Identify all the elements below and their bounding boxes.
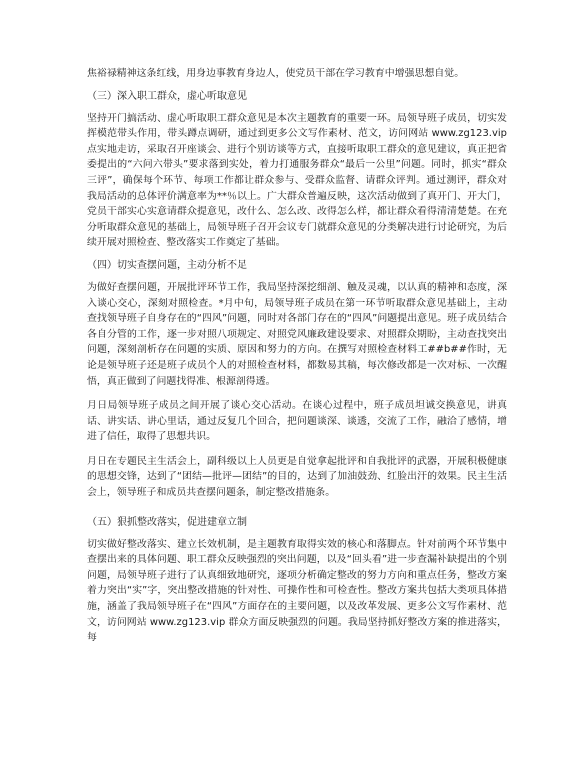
spacer bbox=[87, 501, 507, 515]
spacer bbox=[87, 530, 507, 537]
paragraph-section-4-a: 为做好查摆问题，开展批评环节工作，我局坚持深挖细剖、触及灵魂，以认真的精神和态度，深入谈心交心，深刻对照检查。*月中旬，局领导班子成员在第一环节听取群众意见基础上，主动查找领导班子自身存在的“四风”问题，同时对各部门存在的“四风”问题提出意见。班子成员结合各自分管的工作，逐一步对照八项规定、对照党风廉政建设要求、对照群众期盼，主动查找突出问题，深刻剖析存在问题的实质、原因和努力的方向。在撰写对照检查材料工##b##作时，无论是领导班子还是班子成员个人的对照检查材料，都数易其稿，每次修改都是一次对标、一次醒悟，真正做到了问题找得准、根源剖得透。 bbox=[87, 281, 507, 387]
spacer bbox=[87, 104, 507, 111]
section-heading-4: （四）切实查摆问题，主动分析不足 bbox=[87, 259, 247, 271]
spacer bbox=[87, 251, 507, 258]
paragraph-intro: 焦裕禄精神这条红线，用身边事教育身边人，使党员干部在学习教育中增强思想自觉。 bbox=[87, 68, 465, 79]
spacer bbox=[87, 82, 507, 89]
spacer bbox=[87, 445, 507, 454]
paragraph-section-3: 坚持开门搞活动、虚心听取职工群众意见是本次主题教育的重要一环。局领导班子成员，切实发挥模范带头作用，带头蹲点调研，通过到更多公文写作素材、范文，访问网站 www.zg123.vip 点实地走访，采取召开座谈会、进行个别访谈等方式，直接听取职工群众的意见建议，真正把省委提出的“六问六带头”要求落到实处，着力打通服务群众“最后一公里”问题。同时，抓实“群众三评”，确保每个环节、每项工作都让群众参与、受群众监督、请群众评判。通过测评，群众对我局活动的总体评价满意率为**％以上。广大群众普遍反映，这次活动做到了真开门、开大门，党员干部实心实意请群众提意见，改什么、怎么改、改得怎么样，都让群众看得清清楚楚。在充分听取群众意见的基础上，局领导班子召开会议专门就群众意见的分类解决进行讨论研究，为后续开展对照检查、整改落实工作奠定了基础。 bbox=[87, 112, 507, 249]
document-page bbox=[87, 66, 507, 646]
paragraph-section-4-c: 月日在专题民主生活会上，副科级以上人员更是自觉拿起批评和自我批评的武器，开展积极健康的思想交锋，达到了“团结—批评—团结”的目的，达到了加油鼓劲、红脸出汗的效果。民主生活会上，领导班子和成员共查摆问题条，制定整改措施条。 bbox=[87, 455, 507, 499]
spacer bbox=[87, 389, 507, 398]
section-heading-3: （三）深入职工群众，虚心听取意见 bbox=[87, 90, 247, 102]
section-heading-5: （五）狠抓整改落实，促进建章立制 bbox=[87, 516, 247, 528]
paragraph-section-5: 切实做好整改落实、建立长效机制，是主题教育取得实效的核心和落脚点。针对前两个环节集中查摆出来的具体问题、职工群众反映强烈的突出问题，以及“回头看”进一步查漏补缺提出的个别问题，局领导班子进行了认真细致地研究，逐项分析确定整改的努力方向和重点任务，整改方案着力突出“实”字，突出整改措施的针对性、可操作性和可检查性。整改方案共包括大类项具体措施，涵盖了我局领导班子在“四风”方面存在的主要问题，以及改革发展、更多公文写作素材、范文，访问网站 www.zg123.vip 群众方面反映强烈的问题。我局坚持抓好整改方案的推进落实，每 bbox=[87, 538, 507, 644]
paragraph-section-4-b: 月日局领导班子成员之间开展了谈心交心活动。在谈心过程中，班子成员坦诚交换意见，讲真话、讲实话、讲心里话，通过反复几个回合，把问题谈深、谈透，交流了工作，融洽了感情，增进了信任，取得了思想共识。 bbox=[87, 400, 507, 443]
spacer bbox=[87, 273, 507, 280]
